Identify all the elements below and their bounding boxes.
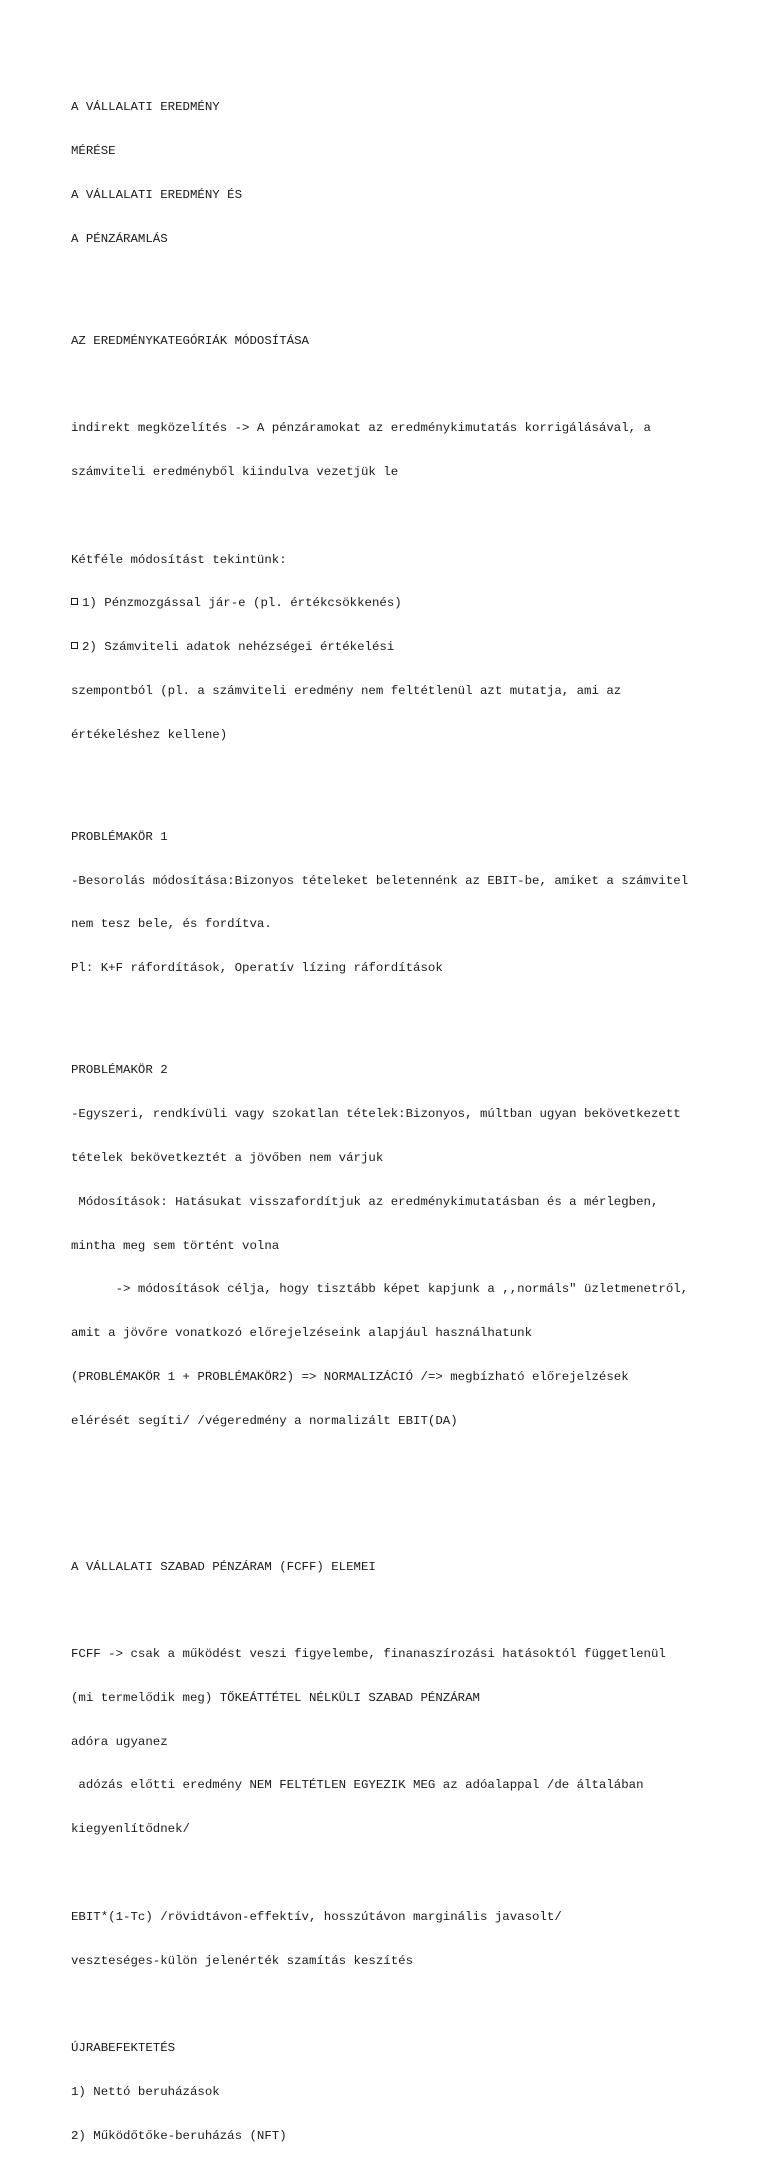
reinvest-item-1: 1) Nettó beruházások (71, 2084, 220, 2099)
title-line-1: A VÁLLALATI EREDMÉNY (71, 100, 220, 115)
problem2-line-1: -Egyszeri, rendkívüli vagy szokatlan tételek:Bizonyos, múltban ugyan bekövetkezett (71, 1107, 681, 1122)
title-line-4: A PÉNZÁRAMLÁS (71, 231, 168, 246)
reinvest-heading: ÚJRABEFEKTETÉS (71, 2041, 176, 2056)
blank-line (71, 1866, 751, 1881)
reinvest-item-2: 2) Működőtőke-beruházás (NFT) (71, 2128, 287, 2143)
bullet-square-icon (71, 642, 78, 649)
problem2-line-7: (PROBLÉMAKÖR 1 + PROBLÉMAKÖR2) => NORMALIZÁCIÓ /=> megbízható előrejelzések (71, 1369, 629, 1384)
bullet2-cont-line-2: értékeléshez kellene) (71, 727, 228, 742)
blank-line (71, 509, 751, 524)
ebit-line-1: EBIT*(1-Tc) /rövidtávon-effektív, hosszútávon marginális javasolt/ (71, 1909, 562, 1924)
intro-line-1: indirekt megközelítés -> A pénzáramokat az eredménykimutatás korrigálásával, a (71, 421, 651, 436)
fcff-line-5: kiegyenlítődnek/ (71, 1822, 190, 1837)
fcff-line-2: (mi termelődik meg) TŐKEÁTTÉTEL NÉLKÜLI SZABAD PÉNZÁRAM (71, 1690, 480, 1705)
problem2-line-3: Módosítások: Hatásukat visszafordítjuk az eredménykimutatásban és a mérlegben, (71, 1194, 659, 1209)
section1-heading: AZ EREDMÉNYKATEGÓRIÁK MÓDOSÍTÁSA (71, 333, 309, 348)
blank-line (71, 377, 751, 392)
ebit-line-2: veszteséges-külön jelenérték szamítás keszítés (71, 1953, 414, 1968)
fcff-line-1: FCFF -> csak a működést veszi figyelembe, finanaszírozási hatásoktól függetlenül (71, 1647, 666, 1662)
blank-line (71, 1997, 751, 2012)
blank-line (71, 275, 751, 290)
problem2-line-2: tételek bekövetkeztét a jövőben nem várjuk (71, 1150, 384, 1165)
problem2-heading: PROBLÉMAKÖR 2 (71, 1063, 168, 1078)
fcff-line-3: adóra ugyanez (71, 1734, 168, 1749)
problem2-line-6: amit a jövőre vonatkozó előrejelzéseink alapjául használhatunk (71, 1326, 533, 1341)
problem1-line-3: Pl: K+F ráfordítások, Operatív lízing ráfordítások (71, 961, 443, 976)
problem2-line-8: elérését segíti/ /végeredmény a normalizált EBIT(DA) (71, 1413, 458, 1428)
blank-line (71, 1457, 751, 1472)
title-line-2: MÉRÉSE (71, 143, 116, 158)
bullet-item-1 (71, 596, 751, 611)
blank-line (71, 772, 751, 787)
document-page (71, 71, 751, 2158)
title-line-3: A VÁLLALATI EREDMÉNY ÉS (71, 187, 243, 202)
intro-line-2: számviteli eredményből kiindulva vezetjük le (71, 465, 399, 480)
problem1-line-2: nem tesz bele, és fordítva. (71, 917, 272, 932)
problem2-line-4: mintha meg sem történt volna (71, 1238, 280, 1253)
fcff-line-4: adózás előtti eredmény NEM FELTÉTLEN EGYEZIK MEG az adóalappal /de általában (71, 1778, 644, 1793)
blank-line (71, 1501, 751, 1516)
blank-line (71, 1603, 751, 1618)
section2-heading: A VÁLLALATI SZABAD PÉNZÁRAM (FCFF) ELEMEI (71, 1559, 376, 1574)
bullet-item-2-text: 2) Számviteli adatok nehézségei értékelési (82, 640, 395, 655)
bullet-item-2 (71, 640, 751, 655)
problem1-line-1: -Besorolás módosítása:Bizonyos tételeket beletennénk az EBIT-be, amiket a számvitel (71, 873, 689, 888)
problem2-line-5: -> módosítások célja, hogy tisztább képet kapjunk a ,,normáls" üzletmenetről, (71, 1282, 689, 1297)
types-heading: Kétféle módosítást tekintünk: (71, 552, 287, 567)
blank-line (71, 1005, 751, 1020)
bullet-square-icon (71, 598, 78, 605)
problem1-heading: PROBLÉMAKÖR 1 (71, 829, 168, 844)
bullet2-cont-line-1: szempontból (pl. a számviteli eredmény nem feltétlenül azt mutatja, ami az (71, 683, 622, 698)
bullet-item-1-text: 1) Pénzmozgással jár-e (pl. értékcsökkenés) (82, 596, 402, 611)
